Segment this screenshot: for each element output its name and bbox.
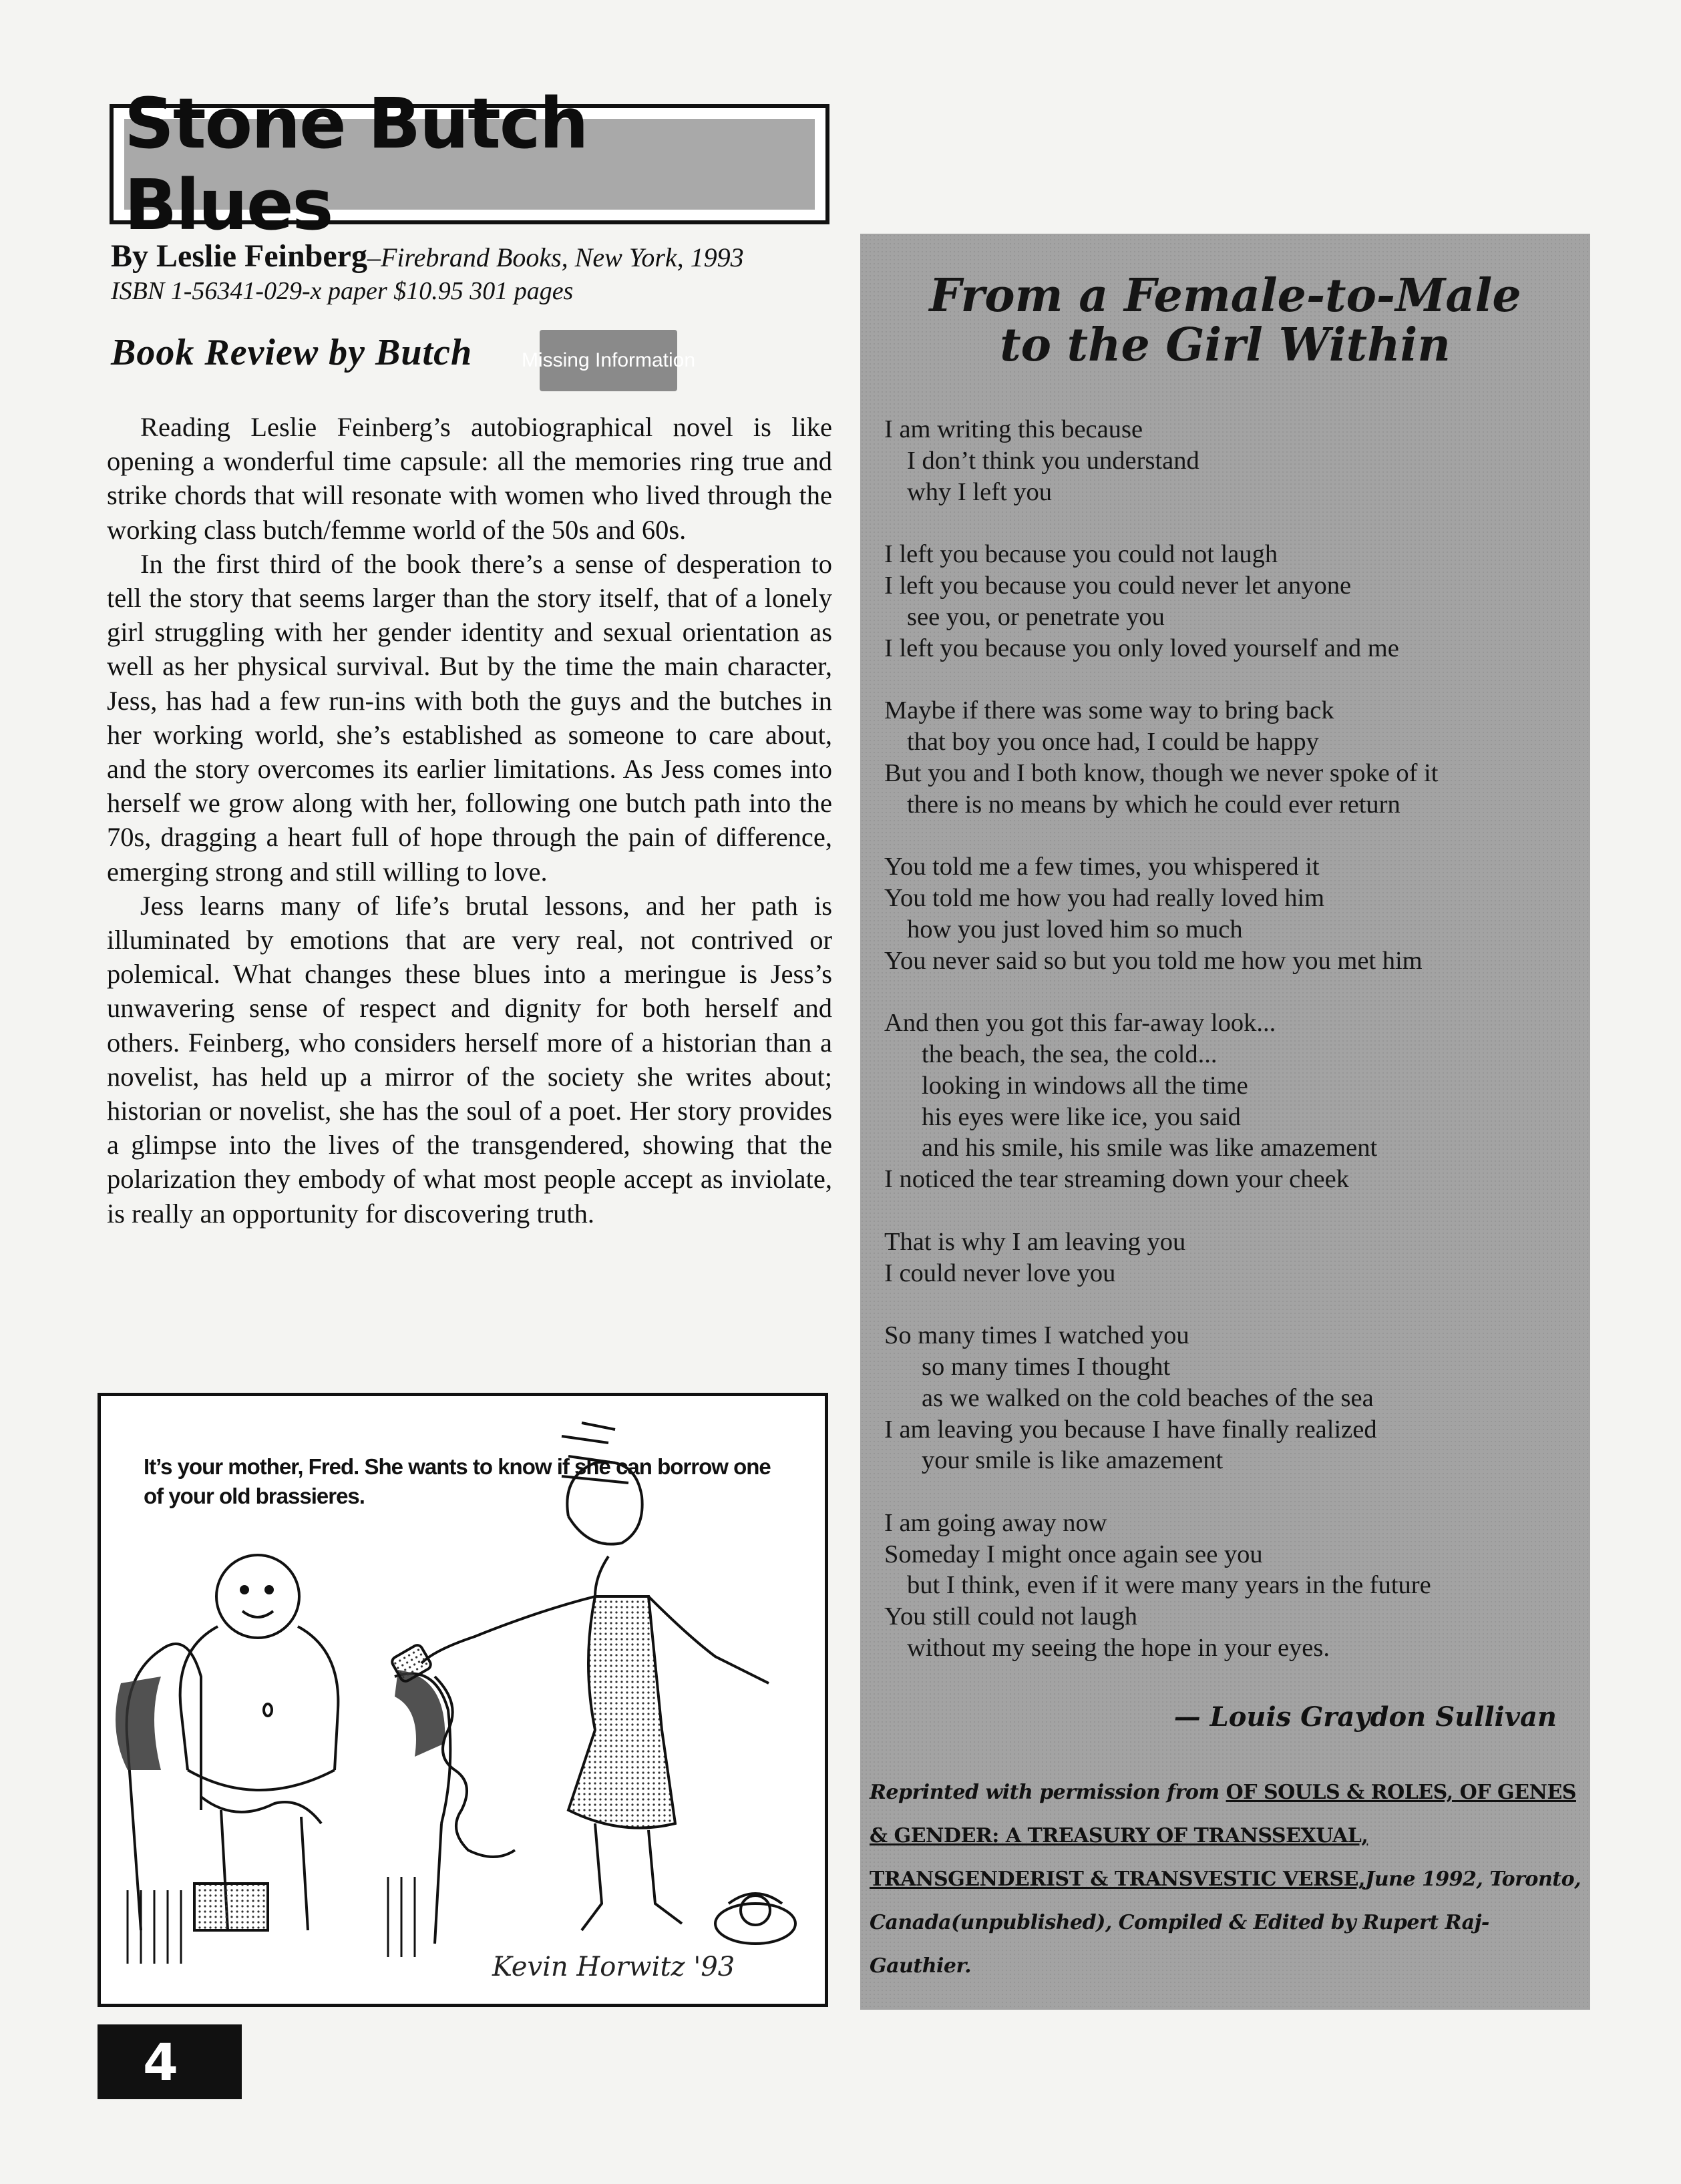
poem-line: Maybe if there was some way to bring back <box>884 696 1334 725</box>
poem-line: I left you because you could never let anyone <box>884 571 1352 600</box>
woman-with-phone-drawing <box>390 1423 795 1944</box>
poem-line: without my seeing the hope in your eyes. <box>907 1634 1330 1663</box>
poem-line: the beach, the sea, the cold... <box>922 1040 1218 1068</box>
cartoon-panel <box>98 1393 828 2007</box>
poem-line: and his smile, his smile was like amazement <box>922 1134 1378 1162</box>
poem-line: your smile is like amazement <box>922 1446 1224 1475</box>
review-paragraph-2: In the first third of the book there’s a sense of desperation to tell the story that seems larger than the story itself, that of a lonely girl struggling with her gender identity and sexual orientation as well as her physical survival. But by the time the main character, Jess, has had a few run-ins with both the guys and the butches in her working world, she’s established as someone to care about, and the story overcomes its earlier limitations. As Jess comes into herself we grow along with her, following one butch path into the 70s, dragging a heart full of hope through the pain of difference, emerging strong and still willing to love. <box>107 548 832 887</box>
poem-stanza <box>884 414 1579 507</box>
poem-stanza <box>884 851 1579 976</box>
poem-line: I noticed the tear streaming down your cheek <box>884 1165 1349 1194</box>
publisher-line: –Firebrand Books, New York, 1993 <box>367 242 744 272</box>
byline <box>111 238 744 274</box>
review-paragraph-1: Reading Leslie Feinberg’s autobiographical novel is like opening a wonderful time capsule: all the memories ring true and strike chords that will resonate with women who lived through the working class butch/femme world of the 50s and 60s. <box>107 412 832 545</box>
poem-stanza <box>884 1227 1579 1289</box>
poem-sidebar <box>860 234 1590 2010</box>
poem-line: I don’t think you understand <box>907 446 1199 475</box>
poem-line: You never said so but you told me how you met him <box>884 946 1423 975</box>
poem-line: his eyes were like ice, you said <box>922 1102 1241 1131</box>
missing-info-tooltip: Missing Information <box>540 330 677 391</box>
poem-line: I could never love you <box>884 1259 1116 1287</box>
reviewer-heading: Book Review by Butch <box>111 332 473 373</box>
author-line: By Leslie Feinberg <box>111 238 367 274</box>
poem-stanza <box>884 539 1579 664</box>
review-paragraph-3: Jess learns many of life’s brutal lessons, and her path is illuminated by emotions that are very real, not contrived or polemical. What changes these blues into a meringue is Jess’s unwavering sense of respect and dignity for both herself and others. Feinberg, who considers herself more of a historian than a novelist, has held up a mirror of the society she writes about; historian or novelist, she has the soul of a poet. Her story provides a glimpse into the lives of the transgendered, showing that the polarization they embody of what most people accept as inviolate, is really an opportunity for discovering truth. <box>107 890 832 1229</box>
article-title: Stone Butch Blues <box>124 83 588 246</box>
poem-line: You told me how you had really loved him <box>884 883 1325 912</box>
chair-stripes <box>128 1877 415 1964</box>
poem-title <box>860 271 1590 370</box>
poem-line: see you, or penetrate you <box>907 602 1165 631</box>
poem-line: but I think, even if it were many years in the future <box>907 1571 1431 1600</box>
poem-title-line-2: to the Girl Within <box>1000 318 1451 372</box>
poem-line: how you just loved him so much <box>907 915 1243 943</box>
isbn-line: ISBN 1-56341-029-x paper $10.95 301 pages <box>111 277 574 305</box>
poem-line: That is why I am leaving you <box>884 1227 1186 1256</box>
reprint-prefix: Reprinted with permission from <box>870 1781 1226 1804</box>
reprint-credit <box>870 1771 1584 1988</box>
armchair-shading <box>116 1670 445 1770</box>
poem-line: there is no means by which he could ever return <box>907 790 1400 819</box>
poem-line: I left you because you only loved yourself and me <box>884 634 1399 662</box>
poem-line: so many times I thought <box>922 1352 1171 1381</box>
poem-line: But you and I both know, though we never spoke of it <box>884 758 1439 787</box>
reprint-suffix: June 1992, Toronto, Canada(unpublished), Compiled & Edited by Rupert Raj-Gauthier. <box>870 1868 1581 1978</box>
poem-stanza <box>884 695 1579 820</box>
poem-line: And then you got this far-away look... <box>884 1009 1276 1038</box>
title-banner <box>124 83 815 246</box>
title-box <box>110 83 829 246</box>
cartoon-signature: Kevin Horwitz '93 <box>492 1952 735 1982</box>
poem-line: You still could not laugh <box>884 1602 1137 1631</box>
poem-stanza <box>884 1008 1579 1195</box>
review-body <box>107 410 832 1231</box>
page-number: 4 <box>98 2024 242 2099</box>
poem-line: I am writing this because <box>884 415 1143 443</box>
poem-line: I am leaving you because I have finally realized <box>884 1415 1377 1444</box>
poem-line: Someday I might once again see you <box>884 1540 1263 1568</box>
poem-line: as we walked on the cold beaches of the sea <box>922 1383 1374 1412</box>
poem-line: So many times I watched you <box>884 1321 1189 1350</box>
poem-line: You told me a few times, you whispered it <box>884 853 1320 881</box>
poem-stanza <box>884 1320 1579 1476</box>
poem-line: that boy you once had, I could be happy <box>907 727 1319 756</box>
poem-author: — Louis Graydon Sullivan <box>1173 1701 1557 1733</box>
poem-line: looking in windows all the time <box>922 1071 1248 1100</box>
poem-stanza <box>884 1508 1579 1664</box>
cartoon-drawing <box>101 1396 825 2004</box>
poem-title-line-1: From a Female-to-Male <box>929 269 1521 322</box>
cartoon-caption: It’s your mother, Fred. She wants to know if she can borrow one of your old brassieres. <box>144 1454 771 1508</box>
poem-line: why I left you <box>907 477 1053 506</box>
poem-body <box>884 414 1579 1695</box>
poem-line: I am going away now <box>884 1508 1107 1537</box>
poem-line: I left you because you could not laugh <box>884 540 1278 569</box>
reprint-source: OF SOULS & ROLES, OF GENES & GENDER: A TREASURY OF TRANSSEXUAL, TRANSGENDERIST & TRANSVESTIC VERSE, <box>870 1781 1576 1891</box>
